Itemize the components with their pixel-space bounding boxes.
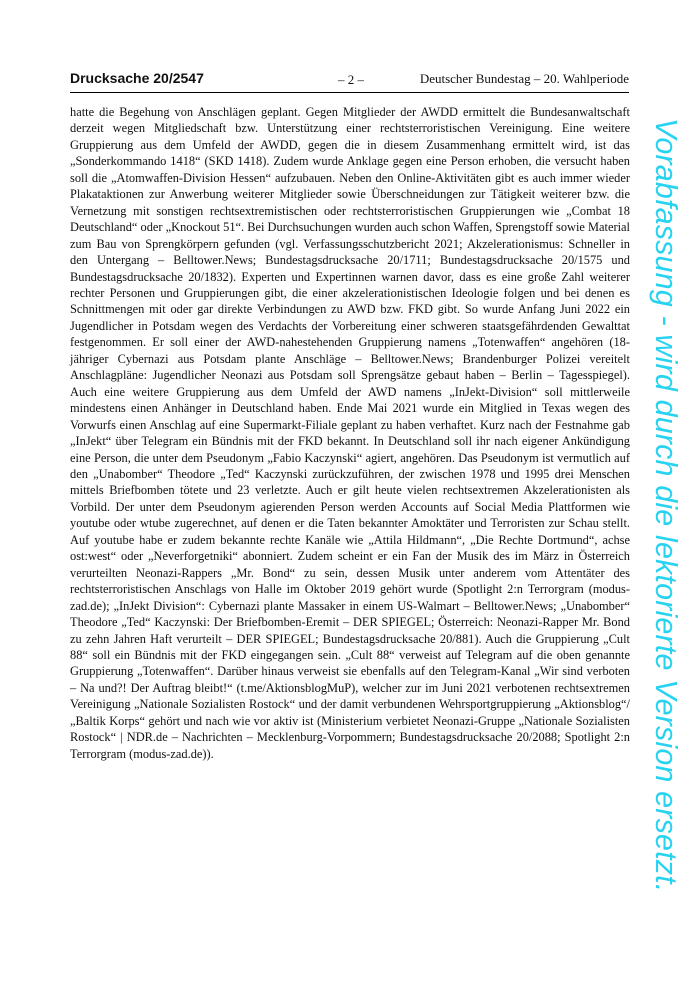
document-label: Drucksache 20/	[70, 70, 173, 86]
page-number: – 2 –	[338, 72, 364, 87]
page-header	[70, 70, 629, 90]
document-number: 2547	[172, 70, 204, 86]
draft-watermark	[648, 118, 688, 893]
header-rule	[70, 92, 629, 93]
document-id	[70, 70, 204, 86]
body-paragraph: hatte die Begehung von Anschlägen geplant. Gegen Mitglieder der AWDD ermittelt die Bundesanwaltschaft derzeit wegen Mitgliedschaft bzw. Unterstützung einer rechtsterroristischen Vereinigung. Eine weitere Gruppierung aus dem Umfeld der AWDD, gegen die in diesem Zusammenhang ermittelt wird, ist das „Sonderkommando 1418“ (SKD 1418). Zudem wurde Anklage gegen eine Person erhoben, die versucht haben soll die „Atomwaffen-Division Hessen“ aufzubauen. Neben den Online-Aktivitäten gibt es auch immer wieder Plakataktionen zur Anwerbung weiterer Mitglieder sowie Überschneidungen zur Tätigkeit weiterer bzw. die Vernetzung mit sonstigen rechtsextremistischen oder rechtsterroristischen Gruppierungen wie „Combat 18 Deutschland“ oder „Knockout 51“. Bei Durchsuchungen wurden auch schon Waffen, Sprengstoff sowie Material zum Bau von Sprengkörpern gefunden (vgl. Verfassungsschutzbericht 2021; Akzelerationismus: Schneller in den Untergang – Belltower.News; Bundestagsdrucksache 20/1711; Bundestagsdrucksache 20/1575 und Bundestagsdrucksache 20/1832). Experten und Expertinnen warnen davor, dass es eine große Zahl weiterer rechter Personen und Gruppierungen gibt, die einer akzelerationistischen Ideologie folgen und bei denen es Schnittmengen mit oder gar direkte Verbindungen zu AWD bzw. FKD gibt. So wurde Anfang Juni 2022 ein Jugendlicher in Potsdam wegen des Verdachts der Vorbereitung einer schweren staatsgefährdenden Gewalttat festgenommen. Er soll einer der AWD-nahestehenden Gruppierung namens „Totenwaffen“ angehören (18-jähriger Cybernazi aus Potsdam plante Anschläge – Belltower.News; Brandenburger Polizei vereitelt Anschlagpläne: Jugendlicher Neonazi aus Potsdam soll Sprengsätze gebaut haben – Berlin – Tagesspiegel). Auch eine weitere Gruppierung aus dem Umfeld der AWD namens „InJekt-Division“ soll mittlerweile mindestens einen Anhänger in Deutschland haben. Ende Mai 2021 wurde ein Mitglied in Texas wegen des Vorwurfs einen Anschlag auf eine Supermarkt-Filiale geplant zu haben verhaftet. Kurz nach der Festnahme gab „InJekt“ über Telegram ein Bündnis mit der FKD bekannt. In Deutschland soll ihr nach eigener Ankündigung eine Person, die unter dem Pseudonym „Fabio Kaczynski“ agiert, angehören. Das Pseudonym ist vermutlich auf den „Unabomber“ Theodore „Ted“ Kaczynski zurückzuführen, der zwischen 1978 und 1995 drei Menschen mittels Briefbomben tötete und 23 verletzte. Auch er gilt heute vielen rechtsextremen Akzelerationisten als Vorbild. Der unter dem Pseudonym agierenden Person werden Accounts auf Social Media Plattformen wie youtube oder wtube zugerechnet, auf denen er die Taten bekannter Amoktäter und Terroristen zur Schau stellt. Auf youtube habe er zudem bekannte rechte Kanäle wie „Attila Hildmann“, „Die Rechte Dortmund“, achse ost:west“ oder „Neverforgetniki“ abonniert. Zudem scheint er ein Fan der Musik des im März in Österreich verurteilten Neonazi-Rappers „Mr. Bond“ zu sein, dessen Musik unter anderem vom Attentäter des rechtsterroristischen Anschlags von Halle im Oktober 2019 gehört wurde (Spotlight 2:n Terrorgram (modus-zad.de); „InJekt Division“: Cybernazi plante Massaker in einem US-Walmart – Belltower.News; „Unabomber“ Theodore „Ted“ Kaczynski: Der Briefbomben-Eremit – DER SPIEGEL; Österreich: Neonazi-Rapper Mr. Bond zu zehn Jahren Haft verurteilt – DER SPIEGEL; Bundestagsdrucksache 20/881). Auch die Gruppierung „Cult 88“ soll ein Bündnis mit der FKD eingegangen sein. „Cult 88“ verweist auf Telegram auf die oben genannte Gruppierung „Totenwaffen“. Darüber hinaus verweist sie ebenfalls auf den Telegram-Kanal „Wir sind verboten – Na und?! Der Auftrag bleibt!“ (t.me/AktionsblogMuP), welcher zur im Juni 2021 verbotenen rechtsextremen Vereinigung „Nationale Sozialisten Rostock“ und der damit verbundenen Wehrsportgruppierung „Aktionsblog“/„Baltik Korps“ gehört und nach wie vor aktiv ist (Ministerium verbietet Neonazi-Gruppe „Nationale Sozialisten Rostock“ | NDR.de – Nachrichten – Mecklenburg-Vorpommern; Bundestagsdrucksache 20/2088; Spotlight 2:n Terrorgram (modus-zad.de)).	[70, 105, 630, 761]
document-body	[70, 104, 630, 762]
issuer-label: Deutscher Bundestag – 20. Wahlperiode	[419, 71, 629, 86]
watermark-text: Vorabfassung - wird durch die lektorierte Version ersetzt.	[649, 118, 683, 893]
